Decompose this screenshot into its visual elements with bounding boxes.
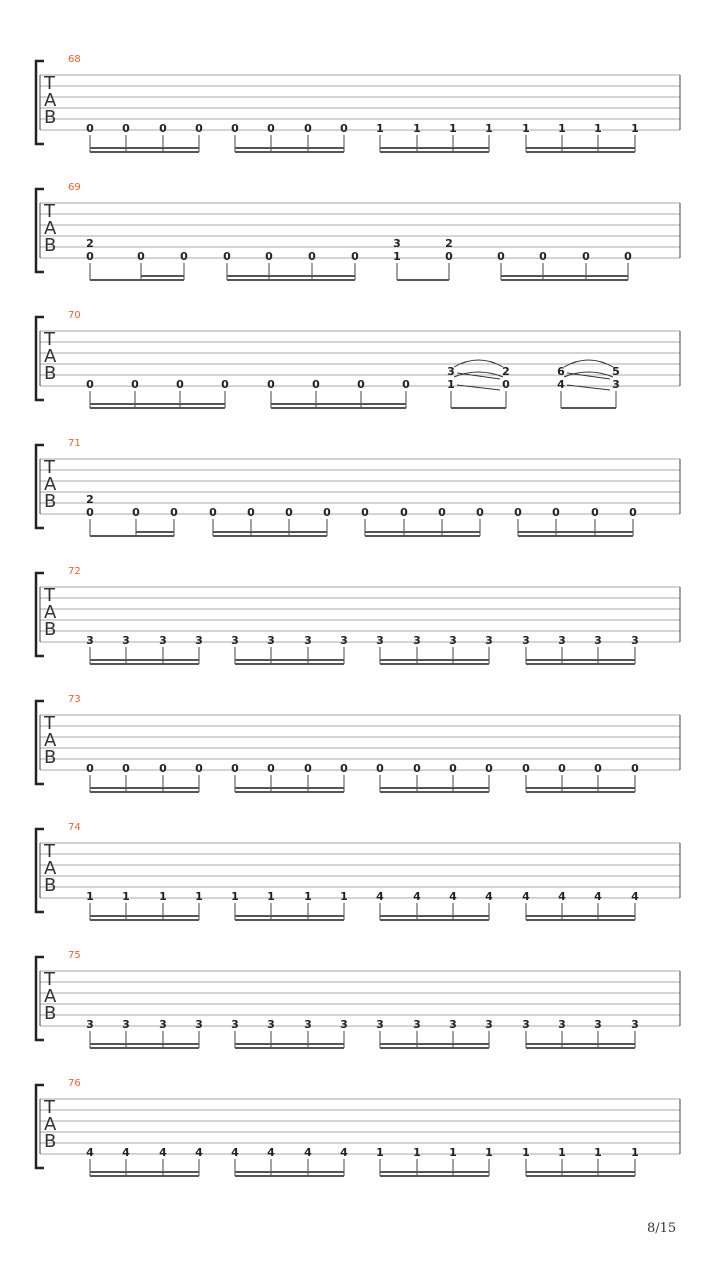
fret-number: 0 (449, 762, 457, 775)
beam-group (231, 634, 348, 664)
fret-number: 0 (631, 762, 639, 775)
fret-number: 3 (159, 634, 167, 647)
fret-number: 3 (122, 1018, 130, 1031)
measure-number: 75 (68, 950, 81, 961)
tab-system (36, 54, 680, 152)
fret-number: 0 (86, 506, 94, 519)
fret-number: 0 (539, 250, 547, 263)
beam-group (376, 762, 493, 792)
tab-clef-letter: T (44, 969, 55, 990)
fret-number: 0 (86, 122, 94, 135)
fret-number: 1 (413, 1146, 421, 1159)
fret-number: 4 (376, 890, 384, 903)
beam-group (514, 506, 637, 536)
fret-number: 4 (557, 378, 565, 391)
fret-number: 3 (413, 1018, 421, 1031)
fret-number: 4 (267, 1146, 275, 1159)
fret-number: 3 (195, 634, 203, 647)
tab-clef-letter: T (44, 73, 55, 94)
measure-number: 72 (68, 566, 81, 577)
tab-system (36, 694, 680, 792)
fret-number: 0 (591, 506, 599, 519)
beam-group (376, 1018, 493, 1048)
fret-number: 3 (122, 634, 130, 647)
tab-clef-letter: B (44, 363, 57, 384)
fret-number: 1 (376, 122, 384, 135)
tab-system (36, 1078, 680, 1176)
fret-number: 0 (304, 122, 312, 135)
fret-number: 0 (247, 506, 255, 519)
tab-clef-letter: B (44, 1131, 57, 1152)
fret-number: 0 (180, 250, 188, 263)
fret-number: 0 (223, 250, 231, 263)
beam-group (231, 762, 348, 792)
fret-number: 0 (231, 122, 239, 135)
fret-number: 3 (522, 1018, 530, 1031)
beam-group (522, 890, 639, 920)
fret-number: 3 (376, 1018, 384, 1031)
tab-clef-letter: A (44, 346, 57, 367)
fret-number: 3 (631, 634, 639, 647)
fret-number: 3 (376, 634, 384, 647)
fret-number: 1 (558, 1146, 566, 1159)
tab-clef-letter: B (44, 619, 57, 640)
fret-number: 0 (267, 122, 275, 135)
fret-number: 3 (304, 634, 312, 647)
fret-number: 1 (522, 122, 530, 135)
fret-number: 0 (265, 250, 273, 263)
fret-number-upper: 5 (612, 365, 620, 378)
fret-number: 0 (267, 762, 275, 775)
tab-clef-letter: A (44, 730, 57, 751)
fret-number: 3 (594, 634, 602, 647)
fret-number: 1 (485, 1146, 493, 1159)
fret-number: 4 (86, 1146, 94, 1159)
beam-group (522, 634, 639, 664)
fret-number: 4 (594, 890, 602, 903)
fret-number: 1 (122, 890, 130, 903)
beam-group (231, 1018, 348, 1048)
beam-group (223, 250, 359, 280)
beam-group (86, 122, 203, 152)
fret-number-upper: 3 (393, 237, 401, 250)
tab-clef-letter: A (44, 986, 57, 1007)
beam-group (497, 250, 632, 280)
fret-number: 0 (361, 506, 369, 519)
tab-clef-letter: A (44, 474, 57, 495)
fret-number: 1 (413, 122, 421, 135)
fret-number: 4 (631, 890, 639, 903)
tab-clef-letter: T (44, 713, 55, 734)
fret-number-upper: 6 (557, 365, 565, 378)
tab-clef-letter: A (44, 90, 57, 111)
beam-group (522, 122, 639, 152)
beam-group (86, 634, 203, 664)
tab-system (36, 182, 680, 280)
fret-number: 4 (485, 890, 493, 903)
tab-clef-letter: T (44, 457, 55, 478)
fret-number: 0 (340, 762, 348, 775)
tab-clef-letter: T (44, 1097, 55, 1118)
fret-number: 1 (304, 890, 312, 903)
fret-number: 1 (86, 890, 94, 903)
tab-clef-letter: B (44, 235, 57, 256)
fret-number: 0 (624, 250, 632, 263)
fret-number: 0 (195, 762, 203, 775)
fret-number: 0 (312, 378, 320, 391)
fret-number: 0 (86, 250, 94, 263)
measure-number: 76 (68, 1078, 81, 1089)
fret-number: 0 (131, 378, 139, 391)
fret-number: 0 (402, 378, 410, 391)
fret-number: 4 (159, 1146, 167, 1159)
fret-number: 3 (558, 634, 566, 647)
fret-number: 0 (552, 506, 560, 519)
tab-system (36, 310, 680, 408)
beam-group (522, 1146, 639, 1176)
fret-number-upper: 2 (502, 365, 510, 378)
fret-number: 3 (340, 634, 348, 647)
beam-group (86, 890, 203, 920)
fret-number: 0 (400, 506, 408, 519)
tab-system (36, 438, 680, 536)
fret-number-upper: 2 (445, 237, 453, 250)
fret-number: 0 (267, 378, 275, 391)
fret-number: 3 (558, 1018, 566, 1031)
fret-number: 3 (485, 1018, 493, 1031)
fret-number: 4 (231, 1146, 239, 1159)
measure-number: 70 (68, 310, 81, 321)
fret-number: 0 (86, 762, 94, 775)
fret-number: 1 (594, 1146, 602, 1159)
beam-group (267, 378, 410, 408)
fret-number: 0 (476, 506, 484, 519)
measure-number: 68 (68, 54, 81, 65)
fret-number: 0 (170, 506, 178, 519)
fret-number: 1 (267, 890, 275, 903)
fret-number: 3 (594, 1018, 602, 1031)
fret-number: 1 (447, 378, 455, 391)
fret-number: 1 (195, 890, 203, 903)
tab-clef-letter: T (44, 841, 55, 862)
fret-number: 3 (267, 634, 275, 647)
beam-group (231, 1146, 348, 1176)
beam-group (376, 122, 493, 152)
fret-number: 3 (86, 634, 94, 647)
beam-group (86, 1146, 203, 1176)
measure-number: 73 (68, 694, 81, 705)
fret-number: 0 (308, 250, 316, 263)
fret-number: 1 (522, 1146, 530, 1159)
beam-group (376, 634, 493, 664)
fret-number: 3 (449, 1018, 457, 1031)
fret-number: 0 (514, 506, 522, 519)
fret-number: 0 (304, 762, 312, 775)
fret-number: 0 (629, 506, 637, 519)
tab-clef-letter: A (44, 858, 57, 879)
beam-group (231, 122, 348, 152)
beam-group (231, 890, 348, 920)
fret-number: 3 (612, 378, 620, 391)
fret-number: 3 (304, 1018, 312, 1031)
tab-clef-letter: A (44, 602, 57, 623)
fret-number: 3 (86, 1018, 94, 1031)
fret-number: 0 (137, 250, 145, 263)
fret-number: 0 (485, 762, 493, 775)
fret-number: 3 (159, 1018, 167, 1031)
fret-number-upper: 2 (86, 493, 94, 506)
fret-number: 0 (351, 250, 359, 263)
fret-number: 0 (285, 506, 293, 519)
fret-number: 3 (340, 1018, 348, 1031)
tab-system (36, 566, 680, 664)
fret-number: 0 (122, 122, 130, 135)
fret-number: 4 (195, 1146, 203, 1159)
fret-number: 3 (485, 634, 493, 647)
fret-number: 0 (231, 762, 239, 775)
tab-clef-letter: B (44, 107, 57, 128)
fret-number: 0 (582, 250, 590, 263)
tab-clef-letter: B (44, 491, 57, 512)
fret-number: 0 (445, 250, 453, 263)
fret-number: 0 (122, 762, 130, 775)
tab-clef-letter: T (44, 329, 55, 350)
tab-system (36, 950, 680, 1048)
fret-number: 3 (413, 634, 421, 647)
fret-number: 1 (631, 1146, 639, 1159)
fret-number: 4 (340, 1146, 348, 1159)
fret-number-upper: 2 (86, 237, 94, 250)
fret-number: 0 (221, 378, 229, 391)
beam-group (209, 506, 331, 536)
fret-number: 0 (176, 378, 184, 391)
fret-number: 0 (497, 250, 505, 263)
fret-number: 4 (122, 1146, 130, 1159)
fret-number: 1 (231, 890, 239, 903)
fret-number: 4 (304, 1146, 312, 1159)
fret-number: 0 (594, 762, 602, 775)
fret-number: 4 (558, 890, 566, 903)
tab-system (36, 822, 680, 920)
fret-number: 3 (267, 1018, 275, 1031)
measure-number: 71 (68, 438, 81, 449)
fret-number: 0 (413, 762, 421, 775)
fret-number: 0 (558, 762, 566, 775)
fret-number: 0 (195, 122, 203, 135)
fret-number: 0 (502, 378, 510, 391)
fret-number: 3 (231, 1018, 239, 1031)
fret-number: 4 (449, 890, 457, 903)
fret-number: 3 (631, 1018, 639, 1031)
beam-group (376, 890, 493, 920)
fret-number: 1 (340, 890, 348, 903)
tab-clef-letter: B (44, 1003, 57, 1024)
fret-number: 1 (376, 1146, 384, 1159)
tab-clef-letter: A (44, 1114, 57, 1135)
fret-number: 0 (376, 762, 384, 775)
fret-number: 0 (357, 378, 365, 391)
fret-number: 1 (631, 122, 639, 135)
fret-number: 3 (449, 634, 457, 647)
beam-group (522, 762, 639, 792)
tab-clef-letter: B (44, 747, 57, 768)
fret-number: 0 (86, 378, 94, 391)
beam-group (557, 360, 620, 408)
fret-number: 1 (393, 250, 401, 263)
tab-clef-letter: T (44, 201, 55, 222)
fret-number: 1 (449, 1146, 457, 1159)
fret-number: 1 (485, 122, 493, 135)
fret-number: 3 (195, 1018, 203, 1031)
measure-number: 69 (68, 182, 81, 193)
beam-group (86, 762, 203, 792)
fret-number: 4 (522, 890, 530, 903)
fret-number: 1 (558, 122, 566, 135)
fret-number: 1 (159, 890, 167, 903)
beam-group (86, 378, 229, 408)
fret-number: 1 (594, 122, 602, 135)
fret-number: 4 (413, 890, 421, 903)
fret-number: 0 (438, 506, 446, 519)
page-number: 8/15 (647, 1221, 677, 1236)
tab-clef-letter: T (44, 585, 55, 606)
fret-number: 0 (522, 762, 530, 775)
tab-clef-letter: A (44, 218, 57, 239)
beam-group (376, 1146, 493, 1176)
fret-number: 0 (323, 506, 331, 519)
fret-number: 1 (449, 122, 457, 135)
fret-number: 3 (231, 634, 239, 647)
fret-number: 3 (522, 634, 530, 647)
tab-clef-letter: B (44, 875, 57, 896)
fret-number: 0 (340, 122, 348, 135)
measure-number: 74 (68, 822, 81, 833)
beam-group (361, 506, 484, 536)
fret-number: 0 (132, 506, 140, 519)
fret-number-upper: 3 (447, 365, 455, 378)
fret-number: 0 (209, 506, 217, 519)
beam-group (522, 1018, 639, 1048)
fret-number: 0 (159, 122, 167, 135)
beam-group (86, 1018, 203, 1048)
beam-group (447, 360, 510, 408)
fret-number: 0 (159, 762, 167, 775)
